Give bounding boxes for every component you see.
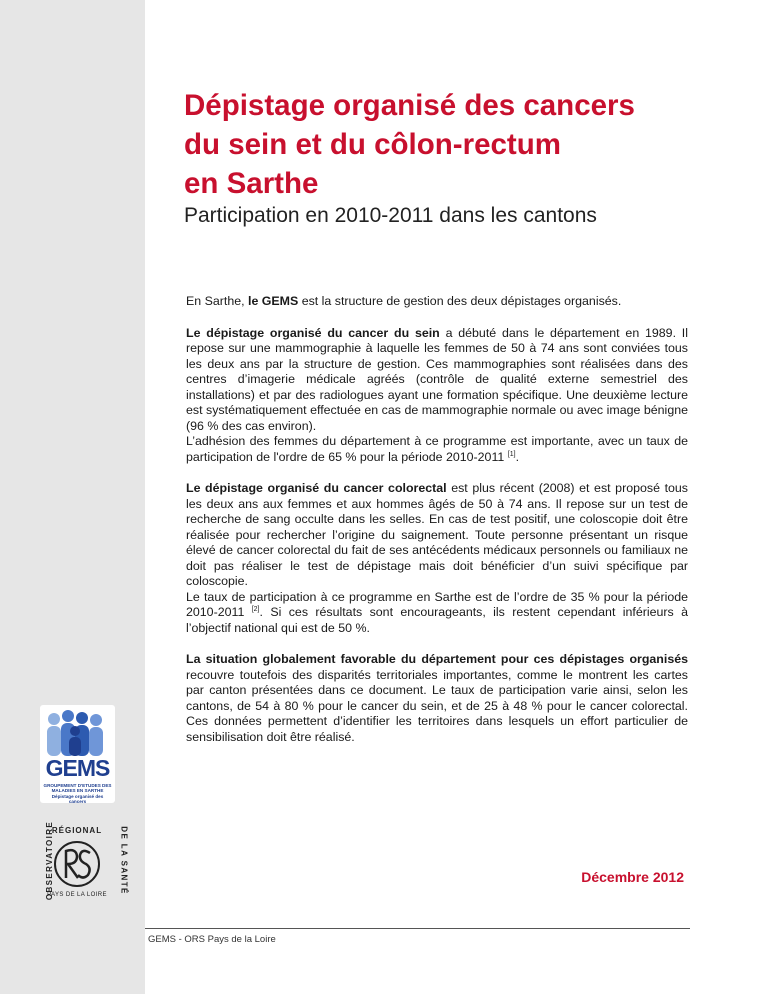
ors-circle-icon [52,838,102,890]
body-content [186,294,688,761]
ors-logo-top-text: RÉGIONAL [51,826,103,835]
page-subtitle: Participation en 2010-2011 dans les cantons [184,204,597,227]
footer-divider [145,928,690,929]
gems-logo-text: GEMS [45,755,110,781]
publication-date: Décembre 2012 [581,869,684,885]
breast-screening-participation: L’adhésion des femmes du département à ce programme est importante, avec un taux de participation de l'ordre de 65 % pour la période 2010-2011 [186,434,688,464]
colorectal-screening-heading: Le dépistage organisé du cancer colorectal [186,481,447,495]
situation-paragraph [186,652,688,745]
ors-logo-left-text: OBSERVATOIRE [45,820,55,901]
situation-text: recouvre toutefois des disparités territoriales importantes, comme le montrent les cartes par canton présentées dans ce document. Le taux de participation varie ainsi, selon les cantons, de 54 à 80 % pour le cancer du sein, et de 25 à 48 % pour le cancer colorectal. Ces données permettent d’identifier les territoires dans lesquels un effort particulier de sensibilisation doit être réalisé. [186,667,688,744]
gems-logo-tagline: Dépistage organisé des cancers [51,793,104,804]
colorectal-screening-end: . Si ces résultats sont encourageants, ils restent cependant inférieurs à l’objectif national qui est de 50 %. [186,605,688,635]
intro-bold: le GEMS [248,294,299,308]
gems-logo-subtitle-main: GROUPEMENT D'ETUDES DES MALADIES EN SARTHE [43,783,112,794]
title-line-1: Dépistage organisé des cancers [184,89,635,122]
colorectal-screening-paragraph [186,481,688,636]
situation-heading: La situation globalement favorable du département pour ces dépistages organisés [186,652,688,666]
breast-screening-text: a débuté dans le département en 1989. Il repose sur une mammographie à laquelle les femmes de 50 à 74 ans sont conviées tous les deux ans par la structure de gestion. Ces mammographies sont réalisées dans des centres d’imagerie médicale agréés (contrôle de qualité externe semestriel des installations) et par des radiologues ayant une formation spécifique. Une deuxième lecture est systématiquement effectuée en cas de mammographie normale ou avec image bénigne (96 % des cas environ). [186,325,689,433]
ors-logo-bottom-text: PAYS DE LA LOIRE [47,892,107,898]
intro-pre: En Sarthe, [186,294,248,308]
gems-logo [40,705,115,803]
colorectal-screening-participation: Le taux de participation à ce programme en Sarthe est de l’ordre de 35 % pour la période 2010-2011 [186,589,688,619]
title-line-2: du sein et du côlon-rectum [184,128,561,161]
intro-post: est la structure de gestion des deux dépistages organisés. [298,294,622,308]
reference-2: [2] [251,605,260,613]
breast-screening-end: . [515,449,520,464]
page-title [184,86,744,203]
ors-logo-right-text: DE LA SANTÉ [119,826,129,895]
intro-paragraph [186,294,688,310]
breast-screening-paragraph [186,326,688,466]
ors-logo [34,820,129,902]
people-group-icon [44,709,111,757]
gems-logo-subtitle [43,783,112,804]
breast-screening-heading: Le dépistage organisé du cancer du sein [186,325,440,340]
colorectal-screening-text: est plus récent (2008) et est proposé tous les deux ans aux femmes et aux hommes âgés de 50 à 74 ans. Il repose sur un test de recherche de sang occulte dans les selles. En cas de test positif, une coloscopie doit être réalisée pour rechercher l’origine du saignement. Toute personne présentant un risque élevé de cancer colorectal du fait de ses antécédents médicaux personnels ou familiaux ne doit pas réaliser le test de dépistage mais doit bénéficier d’un suivi spécifique par coloscopie. [186,481,688,588]
footer-text: GEMS - ORS Pays de la Loire [148,934,276,945]
sidebar [0,0,145,994]
title-line-3: en Sarthe [184,167,319,200]
reference-1: [1] [507,450,516,458]
